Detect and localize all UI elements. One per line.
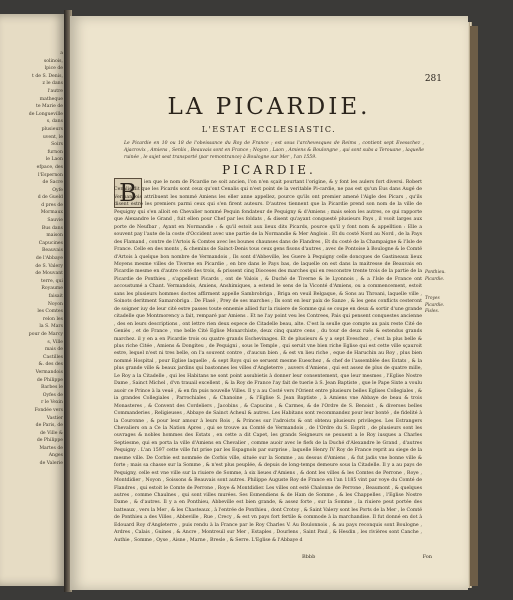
page-number: 281: [424, 74, 442, 84]
right-page: [70, 16, 468, 590]
intro-paragraph: Le Picardie en 10 ou 18 de l'obeissance du Roy de France ; est sous l'archevesques de Reims , contient sept Evesschez , Ajacrovix , Amiens , Senlis , Beauvais sont en France ; Noyon , Laon , Amiens & Boulongne , qui sont subs a Terouane , laquelle ruinée , le sujet sest transporté (par remontrance) à Boulogne sur Mer , l'an 1559.: [124, 141, 424, 160]
left-page: [0, 14, 66, 586]
catchword: Fon: [422, 554, 432, 560]
margin-notes: Ponthieu. Picardie. Troyes Picardie. Fisles.: [425, 270, 446, 314]
book-cover-edge: [470, 26, 478, 586]
page-subtitle: L'ESTAT ECCLESIASTIC.: [201, 125, 337, 134]
section-heading: PICARDIE.: [222, 163, 316, 177]
page-title: LA PICARDIE.: [167, 94, 371, 120]
left-page-margin-text: a solinois, lpice de t de S. Denis, z le dans l'autre matheque te Marie de de Longueville s, dans plusieurs uvent, le Soirs furnon le Laon efpace, des l'Espernon de Sacre Oyfe d de Gueld d pres de Mormaux Sauvie Bus dans maison Capucines Beauvais de l'Abbaye de S. Valery de Mouvant terre, qui Royaume faisait Noyon les Comtes relon les la S. Mars pour de Marcy s, Ville mais de Castilles &. des des Vermandois de Philippe Barbes le Oyfes de r le Vexin Fondée vers Vastier de Paris, de de Ville & de Philippe Martes de Anges de Valerie: [28, 51, 63, 467]
body-text: ien que le nom de Picardie ne soit ancien, l'on n'en sçait pourtant l'origine, & y font les aulers fort diversi. Robert Cenalis dit que les Picards sont ceux qu'ont Cenalis qui n'est point de la veritable Pi-cardie, ne pas est qu'un Eus dans Augé de Vermandois attribuent les nommé Amiens les eller anne appellez, pource qu'ils ont premier amené l'Aigle des Picars , qu'ils disent estre les premiers parmi ceux qui s'en firent auteurs. D'autres tiennent que la Picardie prend son nom de la ville de Pequigny qui s'en alloit en Chevalier nommé Pequin fondateur de Pequigny & d'Amiens ; mais selon les autres, ce qui rapporte que Alexandre le Grand , fuit ellen pour Chef par les foldats , & disent qu'ayant conquesté plusieurs Pays , il vsoit larges aux porte de Neufbar , Ayant en Normandie : & qu'il estoit aux lieux dits Picards, pource qu'il y font nom & appelltion : Elle a souvent pay l'aute de la coste d'Occident avec une partie de la Normandie & Mer Anglois . Et du costé Nord au Nord , de la Pays des Flamand , contre de l'Artois & Comtes avec les bounes chaunses dans de Flandres , Et du costé de la Champaigne & l'Isle de France. Celle en des monts , & chemins de Sainct-Denis tous ceux gens fisons d'autres , avec de Pontoise à Boulogne & le Comté d'Artois à quelque bon nombre de Vermandois , Ils sont d'Abbeville, les Guere à Pequigny celle doncques de Gastineaux lieux Moyens mesme villes de Tiverne en Picardie , en bre dans le Pays bas, de laquelle on est dans la maitresse de Beauvais en Picardie mesme en d'autre costé des trois, & prissent cinq Dioceses des marches qui en resconstre trente trois de la partie de la Picardie de Ponthieu , s'appellent Picards , ont de Valois , & Duché de Tiverne & le Lyonnois , & a l'Isle de France ont accoustumé a Chant. Vermandois, Amiens, Anshimiques, a estend le sens de la Viconté d'Amiens, ou a commencement, estoit sans les plusieurs hommes doctes affirment appelle Sambrobriga , Briga en veuil Belgaque, & Sons au Throani, laquelle ville , Soinots deritment Samarobriga . De Flasé , Prey de ses marches ; Ils sont en leur paix de Sanze , & les gens conflicts cesteront de soigner iuy de leur cité estre passes toute ennemie allied fur la riuiere de Somme qui se coupe en deux & sortir d'une grande citadelle que Montmorency a fait, remparé par Amiens . Et ne l'ay point veu les Contrees, Pais qui pensent conquestes ancienne , des en leurs descriptions , ont lettre rien deux espece de Citadelle beau, alte. C'est la seulle que compte au paix reste Cité de Geniès , et de France , vne belle Cité Eglise Monarchiste, deux cinq quatre cens , du tour de deux ruës & estendus grands marchez. il y en a en Picardie trois ou quatre grands Eschevinages. Et de plusieurs & y a sept Eveschez , c'est la plus belle & plus riche Citée , Amiens & Dongiteu , de Pequigni , sous le Temple , qui seruit vne bien riche Eglise qui est cette ville sçauroit estre, lequel n'est ni tres belle, on l'a souvent contre , d'aucun bien , & est vn lieu riche , eque de Haruchin au Roy , plus bien nommé Hospital , pour Eglise laquelle , & sept Roys qui se seruent mesme Eueschez , & chef de l'assemblée des Estats , & la plus grande ville & beaux jardins qui bastonnes les villes d'Angleterre , auvers d'Amiens , qui est assez de plus de quatre mille, Le Roy a la Citadelle , qui les Habitans ne sont point assubietis à donner leur consentement, que leur mesmes , l'Eglise Nostre Dame , Sainct Michel , d'vn trauail excellent , & la Roy de France l'ay fait de tuerie à S. Jean Baptiste , que le Pape Sixte a voulu auoir ce Prince à la veuë , & en fin puis nouvelle Villes. Il y a au Costé vers l'Orient entre plusieurs belles Eglises Collegiales , & ia grandes Collegiales , Parrochiales , & Chanoine , & l'Eglise S. Jean Baptiste , à Amiens vne Abbaye de beau & trois Monasteres , & Convent des Cordeliers , Jacobins , & Capucins , & Carmes, & de l'Ordre de S. Benoist , & diverses belles Commanderies , Religieuses , Abbaye de Sainct Acheul & autres. Les Habitans sont recommandez pour leur bonté , de fidelité à la Couronne , & pour leur amour à leurs Rois , & Princes sur l'adroicts & ont obtenu plusieurs privileges. Les Estrangers Chevaliers on a Ce la Nation Apres , qui se trouve au Comté de Vermandois , de l'Ordre du S. Esprit , de plusieurs sont les ouvrages & nobles hommes des Estats , en cette a dit Capet, les grands Seigneurs se peuuent a le Roy iusques a Charles Septiesme, qui en porta la ville d'Amiens en Chevalier , comme auoir avec le fiefs de la Duché d'Alexandre le Grand , d'autres Pequigny . L'an 1597 cette ville fut prise par les Espagnols par surprise , laquelle Henry IV Roy de France reprit au siege de la mesme ville. De Corbie est nommée de Corbis ville, située sur la Somme , au dessus d'Amiens , & fut jadis vne bonne ville & forte ; mais sa chasse sur la Somme , & n'est plus peuplée, & depuis de long-temps demeure sous la Citadelle. Il y a au pays de Pequigny, celle est vne ville sur la riuiere de Somme, à six lieues d'Amiens , & dont les villes & les Comtes de Perrone , Roye , Montdidier , Noyon , Soissons & Beauvais sont autres. Philippe Auguste Roy de France en l'an 1185 vint par voye du Comté de Flandres , qui estoit le Comte de Perrone , Roye & Montdidier. Les villes ont esté Chalonne de Perrone , Beaumont , & quelques autres , comme Chaulnes , qui sont villes murées. Ses Esmendiens & de Ham de Somme , & les Chappelles , l'Eglise Nostre Dame , & d'autres. Il y a en Ponthieu, Abbeville est bien grande, & assez forte , sur la Somme , la riuiere peut portée des batteaux , vers la Mer , & les Chasteaux , à l'entrée de Ponthieu , dont Crotoy , & Saint Valery sont les Ports de la Mer , le Comté de Ponthieu a des Villes , Abbeville , Rue , Crecy , & est vn pays fort fertile & commode à la marchandise. Il fut donné en dot à Edouard Roy d'Angleterre , puis rendu à la France par le Roy Charles V. Au Boulonnois , & au pays reconquis sont Boulogne , Ardres , Calais , Guines , & Ancre , Montreuil sur Mer , Estaples , Dourlens , Saint Paul , & Hesdin , les rivières sont Canche , Authie , Somme , Oyse , Aisne , Marne , Bresle , & Serre. L'Eglise & l'Abbaye d: [114, 180, 422, 543]
signature-mark: Bbbb: [302, 554, 316, 560]
drop-cap: B: [114, 178, 142, 208]
